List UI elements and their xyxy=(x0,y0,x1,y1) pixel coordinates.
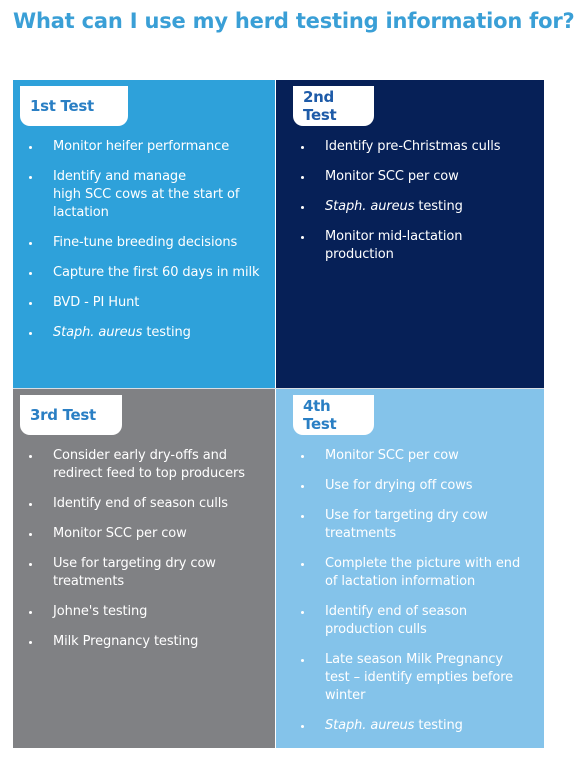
list-item xyxy=(29,447,262,483)
test-2-tab: 2nd Test xyxy=(293,86,374,126)
list-item xyxy=(29,138,262,156)
list-item-text: Monitor SCC per cow xyxy=(53,526,187,541)
list-item-text: Use for drying off cows xyxy=(325,478,473,493)
bullet-icon xyxy=(301,146,304,149)
list-item xyxy=(29,555,262,591)
list-item-text: Complete the picture with end of lactation information xyxy=(325,556,521,589)
list-item xyxy=(301,651,530,705)
test-1-list xyxy=(29,138,262,354)
test-1-panel xyxy=(13,80,276,389)
list-item-text: Identify pre-Christmas culls xyxy=(325,139,501,154)
list-item-text: Capture the first 60 days in milk xyxy=(53,265,260,280)
list-item xyxy=(301,507,530,543)
list-item-text: Consider early dry-offs and redirect feed to top producers xyxy=(53,448,245,481)
bullet-icon xyxy=(29,503,32,506)
list-item-text: Monitor mid-lactation production xyxy=(325,229,463,262)
list-item-text: Monitor SCC per cow xyxy=(325,169,459,184)
bullet-icon xyxy=(29,302,32,305)
list-item-text: Milk Pregnancy testing xyxy=(53,634,199,649)
list-item-italic: Staph. aureus xyxy=(53,325,143,340)
list-item-text: Late season Milk Pregnancy test – identify empties before winter xyxy=(325,652,514,703)
bullet-icon xyxy=(301,455,304,458)
list-item xyxy=(29,525,262,543)
bullet-icon xyxy=(29,563,32,566)
list-item-text: Identify end of season production culls xyxy=(325,604,467,637)
list-item xyxy=(301,447,530,465)
list-item-text: testing xyxy=(414,199,463,214)
test-2-panel xyxy=(276,80,544,389)
bullet-icon xyxy=(301,659,304,662)
bullet-icon xyxy=(29,533,32,536)
test-grid xyxy=(13,80,544,748)
bullet-icon xyxy=(301,485,304,488)
bullet-icon xyxy=(29,641,32,644)
list-item-text: Monitor SCC per cow xyxy=(325,448,459,463)
test-3-panel xyxy=(13,389,276,748)
list-item-text: Identify and manage high SCC cows at the start of lactation xyxy=(53,169,240,220)
list-item-text: Fine-tune breeding decisions xyxy=(53,235,238,250)
list-item-text: testing xyxy=(414,718,463,733)
bullet-icon xyxy=(301,236,304,239)
bullet-icon xyxy=(301,611,304,614)
list-item xyxy=(29,294,262,312)
bullet-icon xyxy=(29,242,32,245)
list-item xyxy=(29,234,262,252)
test-4-list xyxy=(301,447,530,747)
bullet-icon xyxy=(29,332,32,335)
test-4-tab: 4th Test xyxy=(293,395,374,435)
test-2-list xyxy=(301,138,530,276)
bullet-icon xyxy=(29,611,32,614)
page-title: What can I use my herd testing information for? xyxy=(13,9,575,33)
list-item xyxy=(301,228,530,264)
list-item xyxy=(301,138,530,156)
list-item-text: Use for targeting dry cow treatments xyxy=(53,556,216,589)
bullet-icon xyxy=(301,725,304,728)
bullet-icon xyxy=(29,146,32,149)
horizontal-divider xyxy=(13,388,544,389)
list-item xyxy=(29,633,262,651)
list-item xyxy=(301,168,530,186)
list-item xyxy=(301,603,530,639)
bullet-icon xyxy=(301,515,304,518)
list-item xyxy=(29,324,262,342)
list-item xyxy=(29,603,262,621)
list-item xyxy=(301,477,530,495)
bullet-icon xyxy=(29,455,32,458)
test-3-tab: 3rd Test xyxy=(20,395,122,435)
vertical-divider xyxy=(275,80,276,748)
bullet-icon xyxy=(29,176,32,179)
list-item-italic: Staph. aureus xyxy=(325,199,415,214)
list-item-text: Use for targeting dry cow treatments xyxy=(325,508,488,541)
test-1-tab: 1st Test xyxy=(20,86,128,126)
list-item-text: Identify end of season culls xyxy=(53,496,228,511)
list-item xyxy=(301,555,530,591)
list-item-text: testing xyxy=(142,325,191,340)
test-3-list xyxy=(29,447,262,663)
list-item-text: Monitor heifer performance xyxy=(53,139,230,154)
bullet-icon xyxy=(301,176,304,179)
list-item-text: BVD - PI Hunt xyxy=(53,295,140,310)
list-item-italic: Staph. aureus xyxy=(325,718,415,733)
bullet-icon xyxy=(29,272,32,275)
list-item-text: Johne's testing xyxy=(53,604,148,619)
test-4-panel xyxy=(276,389,544,748)
bullet-icon xyxy=(301,206,304,209)
bullet-icon xyxy=(301,563,304,566)
list-item xyxy=(29,168,262,222)
list-item xyxy=(29,495,262,513)
list-item xyxy=(301,198,530,216)
list-item xyxy=(301,717,530,735)
list-item xyxy=(29,264,262,282)
